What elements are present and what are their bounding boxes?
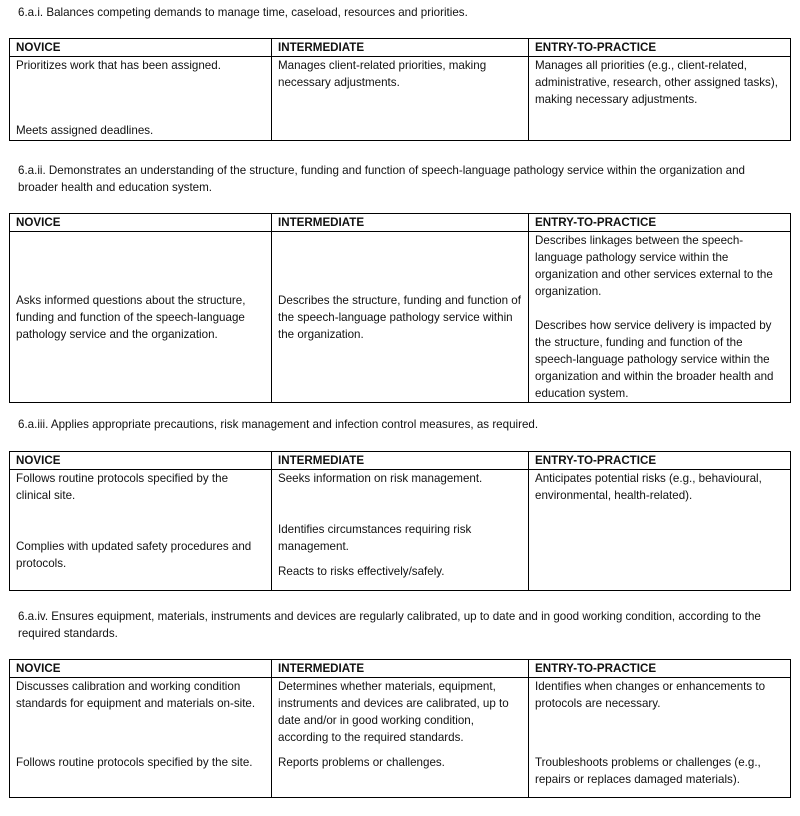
intermediate-item: Reports problems or challenges. (278, 756, 445, 769)
intermediate-item: Determines whether materials, equipment, instruments and devices are calibrated, up to date and/or in good working condition, according to the required standards. (278, 680, 509, 744)
table-row (10, 470, 791, 591)
section-heading-6aiv: 6.a.iv. Ensures equipment, materials, instruments and devices are regularly calibrated, up to date and in good working condition, according to the required standards. (18, 610, 761, 640)
intermediate-item: Describes the structure, funding and function of the speech-language pathology service within the organization. (278, 293, 521, 341)
novice-cell (10, 57, 272, 141)
intermediate-cell (272, 57, 529, 141)
table-header-row (10, 39, 791, 57)
entry-to-practice-cell (529, 232, 791, 403)
column-header-entry-to-practice: ENTRY-TO-PRACTICE (529, 660, 791, 678)
column-header-entry-to-practice: ENTRY-TO-PRACTICE (529, 214, 791, 232)
entry-to-practice-item: Identifies when changes or enhancements to protocols are necessary. (535, 680, 766, 710)
novice-cell (10, 470, 272, 591)
intermediate-cell (272, 678, 529, 798)
rubric-table-6aiv (9, 659, 791, 798)
column-header-intermediate: INTERMEDIATE (272, 39, 529, 57)
column-header-novice: NOVICE (10, 39, 272, 57)
rubric-table-6ai (9, 38, 791, 141)
entry-to-practice-cell (529, 57, 791, 141)
table-header-row (10, 214, 791, 232)
entry-to-practice-cell (529, 470, 791, 591)
intermediate-cell (272, 470, 529, 591)
table-header-row (10, 452, 791, 470)
intermediate-item: Seeks information on risk management. (278, 472, 483, 485)
column-header-novice: NOVICE (10, 660, 272, 678)
column-header-entry-to-practice: ENTRY-TO-PRACTICE (529, 452, 791, 470)
section-heading-6ai: 6.a.i. Balances competing demands to manage time, caseload, resources and priorities. (18, 6, 468, 19)
entry-to-practice-item: Manages all priorities (e.g., client-related, administrative, research, other assigned tasks), making necessary adjustments. (535, 59, 778, 106)
novice-item: Follows routine protocols specified by the clinical site. (16, 472, 229, 502)
entry-to-practice-item: Troubleshoots problems or challenges (e.g., repairs or replaces damaged materials). (535, 756, 761, 786)
column-header-intermediate: INTERMEDIATE (272, 452, 529, 470)
table-row (10, 57, 791, 141)
table-row (10, 232, 791, 403)
column-header-entry-to-practice: ENTRY-TO-PRACTICE (529, 39, 791, 57)
entry-to-practice-item: Describes linkages between the speech-language pathology service within the organization and other services external to the organization. (535, 234, 773, 298)
column-header-novice: NOVICE (10, 452, 272, 470)
novice-item: Complies with updated safety procedures and protocols. (16, 540, 252, 570)
intermediate-item: Reacts to risks effectively/safely. (278, 565, 445, 578)
column-header-intermediate: INTERMEDIATE (272, 660, 529, 678)
section-heading-6aiii: 6.a.iii. Applies appropriate precautions, risk management and infection control measures, as required. (18, 418, 539, 431)
rubric-table-6aiii (9, 451, 791, 591)
novice-item: Meets assigned deadlines. (16, 124, 154, 137)
entry-to-practice-cell (529, 678, 791, 798)
entry-to-practice-item: Describes how service delivery is impacted by the structure, funding and function of the speech-language pathology service within the organization and within the broader health and education system. (535, 319, 774, 400)
intermediate-item: Identifies circumstances requiring risk management. (278, 523, 472, 553)
novice-item: Discusses calibration and working condition standards for equipment and materials on-site. (16, 680, 256, 710)
novice-item: Prioritizes work that has been assigned. (16, 59, 221, 72)
table-header-row (10, 660, 791, 678)
intermediate-item: Manages client-related priorities, making necessary adjustments. (278, 59, 487, 89)
section-heading-6aii: 6.a.ii. Demonstrates an understanding of the structure, funding and function of speech-language pathology service within the organization and broader health and education system. (18, 164, 746, 194)
rubric-table-6aii (9, 213, 791, 403)
entry-to-practice-item: Anticipates potential risks (e.g., behavioural, environmental, health-related). (535, 472, 762, 502)
column-header-novice: NOVICE (10, 214, 272, 232)
novice-cell (10, 232, 272, 403)
novice-cell (10, 678, 272, 798)
column-header-intermediate: INTERMEDIATE (272, 214, 529, 232)
novice-item: Asks informed questions about the structure, funding and function of the speech-language pathology service and the organization. (16, 293, 246, 341)
intermediate-cell (272, 232, 529, 403)
table-row (10, 678, 791, 798)
novice-item: Follows routine protocols specified by the site. (16, 756, 253, 769)
